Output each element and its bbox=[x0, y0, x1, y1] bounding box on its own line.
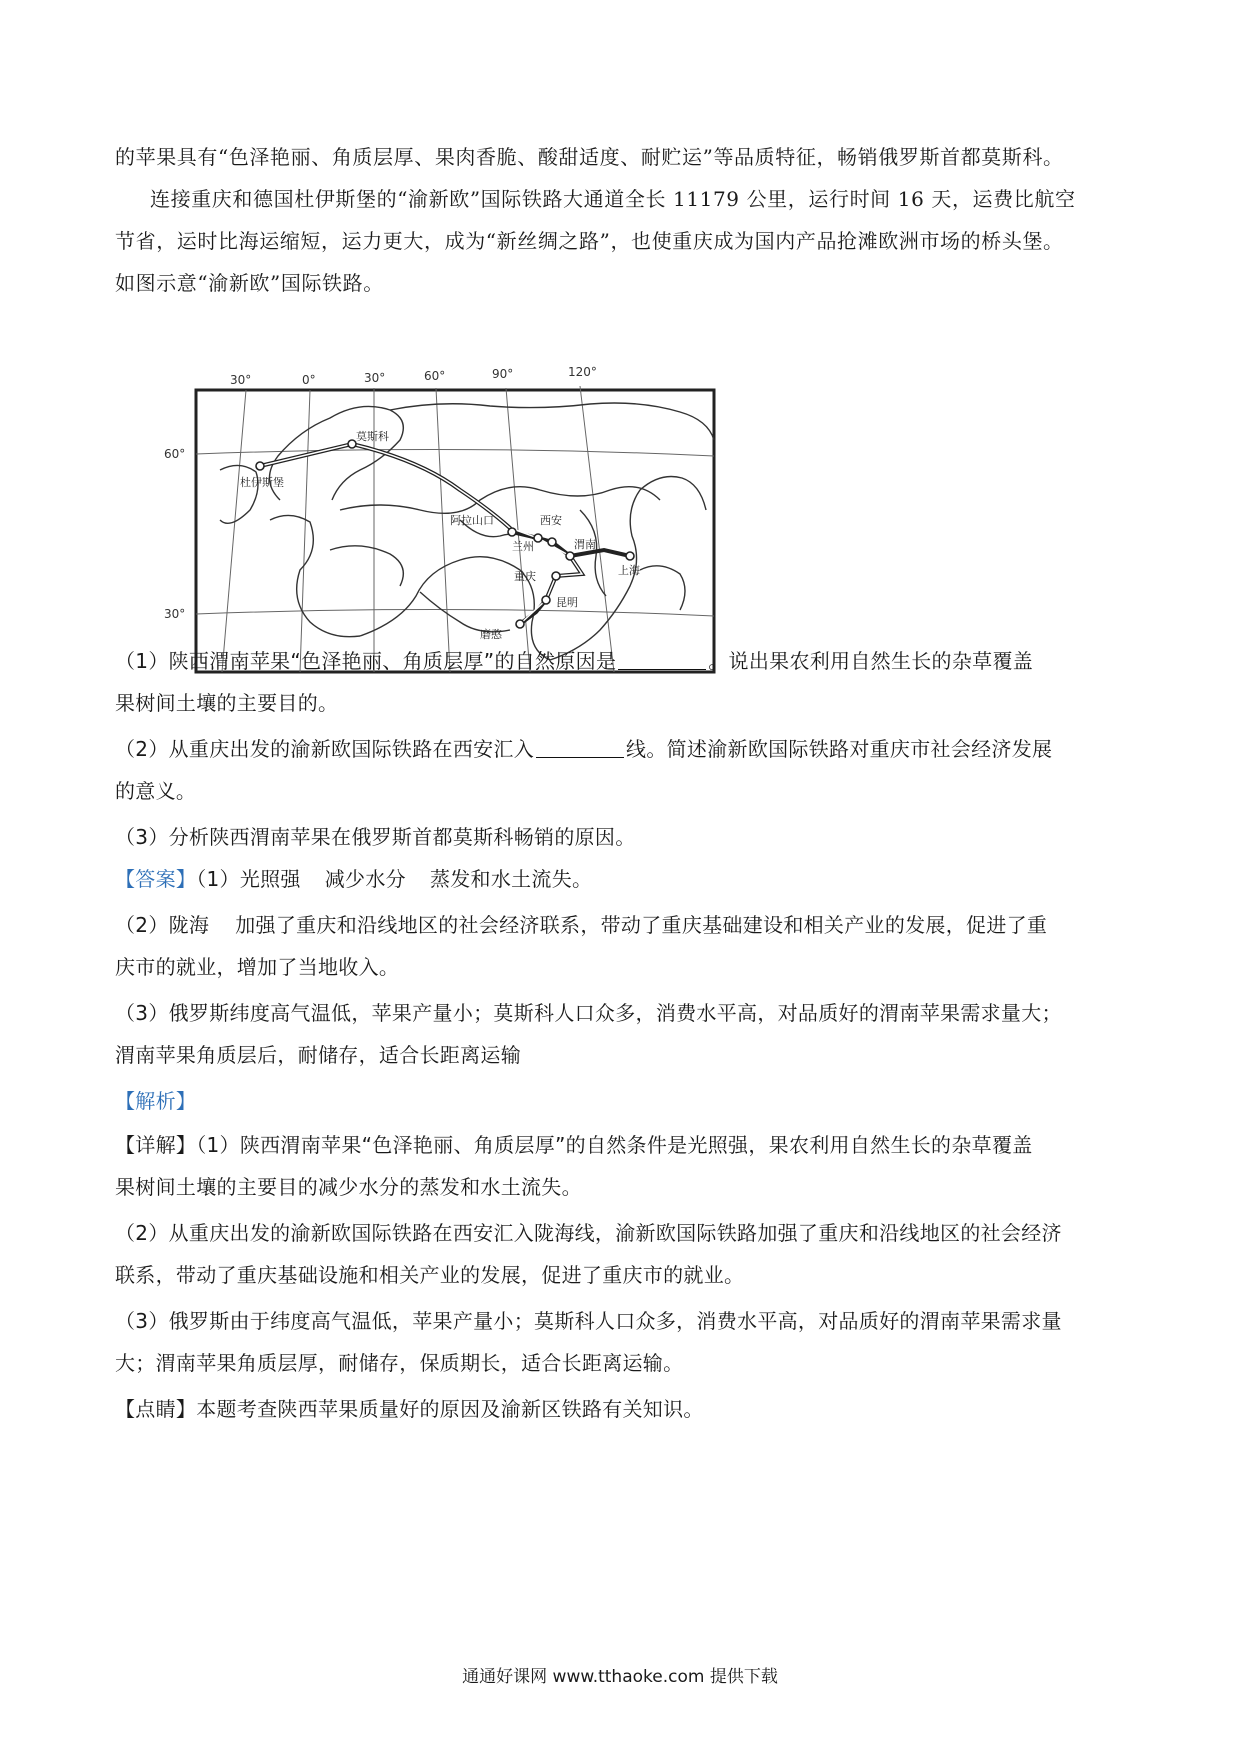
question-1-text-b: 。说出果农利用自然生长的杂草覆盖 bbox=[708, 649, 1034, 673]
analysis-tag: 【解析】 bbox=[115, 1089, 197, 1113]
answer-line-2 bbox=[115, 910, 1135, 940]
question-2-text-b: 线。简述渝新欧国际铁路对重庆市社会经济发展 bbox=[626, 737, 1053, 761]
lat-label: 60° bbox=[164, 447, 186, 461]
detail-tag: 【详解】 bbox=[115, 1133, 197, 1157]
lon-label: 0° bbox=[302, 373, 316, 387]
place-chongqing: 重庆 bbox=[514, 570, 536, 583]
place-shanghai: 上海 bbox=[618, 564, 640, 577]
detail-line-1 bbox=[115, 1130, 1135, 1160]
place-alashankou: 阿拉山口 bbox=[450, 514, 494, 527]
answer-1-part-1: （1）光照强 bbox=[196, 867, 301, 891]
detail-line-3: （2）从重庆出发的渝新欧国际铁路在西安汇入陇海线，渝新欧国际铁路加强了重庆和沿线地区的社会经济 bbox=[115, 1221, 1062, 1245]
intro-paragraph-2-line-2: 节省，运时比海运缩短，运力更大，成为“新丝绸之路”，也使重庆成为国内产品抢滩欧洲市场的桥头堡。 bbox=[115, 229, 1064, 253]
question-1-text-a: （1）陕西渭南苹果“色泽艳丽、角质层厚”的自然原因是 bbox=[115, 649, 617, 673]
intro-paragraph-2-line-1: 连接重庆和德国杜伊斯堡的“渝新欧”国际铁路大通道全长 11179 公里，运行时间 16 天，运费比航空 bbox=[150, 187, 1076, 211]
lon-label: 90° bbox=[492, 367, 514, 381]
lon-label: 30° bbox=[364, 371, 386, 385]
note-line bbox=[115, 1394, 1135, 1424]
question-3: （3）分析陕西渭南苹果在俄罗斯首都莫斯科畅销的原因。 bbox=[115, 825, 636, 849]
page-footer: 通通好课网 www.tthaoke.com 提供下载 bbox=[462, 1667, 778, 1687]
map-frame bbox=[196, 390, 714, 672]
answer-blank-2 bbox=[536, 737, 624, 758]
detail-line-2: 果树间土壤的主要目的减少水分的蒸发和水土流失。 bbox=[115, 1175, 582, 1199]
place-weinan: 渭南 bbox=[574, 538, 596, 551]
answer-1-part-2: 减少水分 bbox=[324, 867, 406, 891]
detail-line-6: 大；渭南苹果角质层厚，耐储存，保质期长，适合长距离运输。 bbox=[115, 1351, 684, 1375]
question-1-line-2: 果树间土壤的主要目的。 bbox=[115, 691, 339, 715]
intro-paragraph-2-line-3: 如图示意“渝新欧”国际铁路。 bbox=[115, 271, 384, 295]
place-duisburg: 杜伊斯堡 bbox=[240, 476, 284, 489]
place-xian: 西安 bbox=[540, 514, 562, 527]
answer-line-3: 庆市的就业，增加了当地收入。 bbox=[115, 955, 400, 979]
answer-line-5: 渭南苹果角质层后，耐储存，适合长距离运输 bbox=[115, 1043, 521, 1067]
place-kunming: 昆明 bbox=[556, 596, 578, 609]
answer-2-part-1: （2）陇海 bbox=[115, 913, 210, 937]
answer-line-4: （3）俄罗斯纬度高气温低，苹果产量小；莫斯科人口众多，消费水平高，对品质好的渭南苹果需求量大； bbox=[115, 1001, 1062, 1025]
latitude-labels bbox=[164, 447, 185, 621]
detail-line-4: 联系，带动了重庆基础设施和相关产业的发展，促进了重庆市的就业。 bbox=[115, 1263, 745, 1287]
answer-blank-1 bbox=[618, 649, 706, 670]
detail-1-text: （1）陕西渭南苹果“色泽艳丽、角质层厚”的自然条件是光照强，果农利用自然生长的杂草覆盖 bbox=[196, 1133, 1033, 1157]
answer-line-1 bbox=[115, 864, 1135, 894]
question-1-line-1 bbox=[115, 646, 1135, 676]
lon-label: 120° bbox=[568, 365, 597, 379]
longitude-labels bbox=[230, 365, 597, 387]
answer-tag: 【答案】 bbox=[115, 867, 197, 891]
note-tag: 【点睛】 bbox=[115, 1397, 197, 1421]
lon-label: 30° bbox=[230, 373, 252, 387]
note-text: 本题考查陕西苹果质量好的原因及渝新区铁路有关知识。 bbox=[196, 1397, 704, 1421]
lon-label: 60° bbox=[424, 369, 446, 383]
answer-1-part-3: 蒸发和水土流失。 bbox=[429, 867, 593, 891]
detail-line-5: （3）俄罗斯由于纬度高气温低，苹果产量小；莫斯科人口众多，消费水平高，对品质好的渭南苹果需求量 bbox=[115, 1309, 1062, 1333]
answer-2-part-2: 加强了重庆和沿线地区的社会经济联系，带动了重庆基础建设和相关产业的发展，促进了重 bbox=[235, 913, 1048, 937]
place-lanzhou: 兰州 bbox=[512, 540, 534, 553]
question-2-text-a: （2）从重庆出发的渝新欧国际铁路在西安汇入 bbox=[115, 737, 535, 761]
railway-map bbox=[160, 360, 720, 680]
question-2-line-2: 的意义。 bbox=[115, 779, 197, 803]
lat-label: 30° bbox=[164, 607, 186, 621]
intro-paragraph-1: 的苹果具有“色泽艳丽、角质层厚、果肉香脆、酸甜适度、耐贮运”等品质特征，畅销俄罗斯首都莫斯科。 bbox=[115, 145, 1064, 169]
place-mohan: 磨憨 bbox=[480, 628, 502, 641]
place-moscow: 莫斯科 bbox=[356, 430, 389, 443]
question-2-line-1 bbox=[115, 734, 1135, 764]
